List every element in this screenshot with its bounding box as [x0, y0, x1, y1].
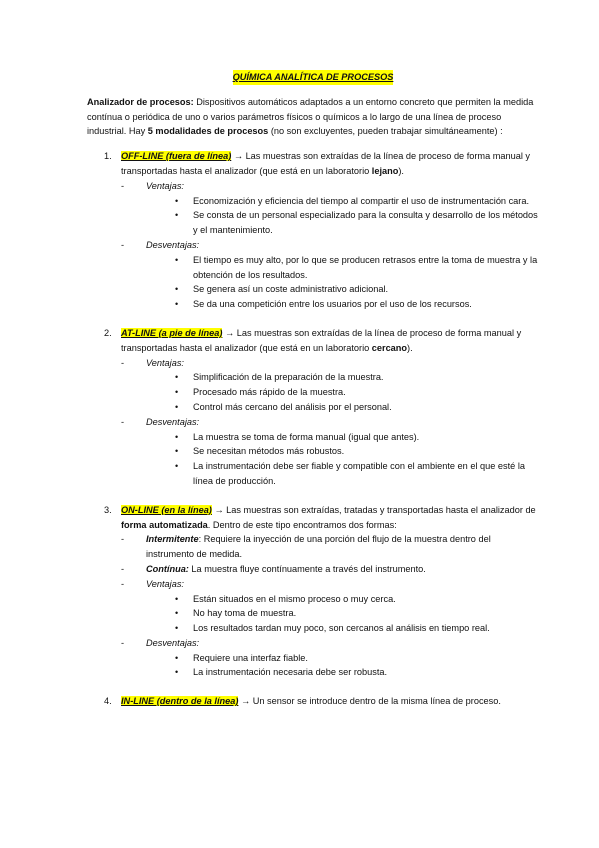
dash-marker: - [121, 357, 125, 368]
intermitente-text: : Requiere la inyección de una porción del flujo de la muestra dentro del instrumento de medida. [146, 534, 491, 560]
document-title: QUÍMICA ANALÍTICA DE PROCESOS [233, 70, 394, 85]
bullet-icon: • [175, 195, 179, 206]
bullet-icon: • [175, 667, 179, 678]
section-at-line [87, 326, 539, 489]
section-name-highlight: IN-LINE (dentro de la línea) [121, 696, 239, 707]
dash-marker: - [121, 563, 125, 574]
list-item: • Control más cercano del análisis por el personal. [193, 400, 539, 415]
desventajas-heading: - Desventajas: [121, 636, 539, 651]
bullet-icon: • [175, 652, 179, 663]
ventajas-heading: - Ventajas: [121, 356, 539, 371]
bullet-icon: • [175, 593, 179, 604]
desventajas-heading: - Desventajas: [121, 415, 539, 430]
dash-marker: - [121, 534, 125, 545]
section-text-2: ). [407, 342, 413, 353]
section-heading [121, 694, 539, 709]
section-name-highlight: OFF-LINE (fuera de línea) [121, 151, 232, 162]
intro-text-2: (no son excluyentes, pueden trabajar simultáneamente) : [268, 126, 503, 137]
arrow-icon: → [233, 151, 244, 162]
section-text-1: Un sensor se introduce dentro de la misma línea de proceso. [250, 696, 501, 707]
list-item: • Los resultados tardan muy poco, son cercanos al análisis en tiempo real. [193, 621, 539, 636]
bullet-icon: • [175, 210, 179, 221]
list-item: • El tiempo es muy alto, por lo que se producen retrasos entre la toma de muestra y la obtención de los resultados. [175, 254, 538, 280]
bullet-icon: • [175, 608, 179, 619]
bullet-icon: • [175, 401, 179, 412]
section-heading [121, 503, 539, 533]
section-number: 4. [104, 696, 112, 707]
intro-lead: Analizador de procesos: [87, 96, 194, 107]
title-wrap [87, 70, 539, 85]
ventajas-list [121, 194, 539, 238]
dash-marker: - [121, 239, 125, 250]
bullet-icon: • [175, 284, 179, 295]
intro-paragraph [87, 95, 539, 139]
desventajas-list [121, 430, 539, 489]
section-off-line [87, 149, 539, 312]
section-bold: forma automatizada [121, 519, 208, 530]
section-bold: cercano [371, 342, 408, 353]
list-item: • Se necesitan métodos más robustos. [193, 444, 539, 459]
section-heading [121, 149, 539, 179]
list-item: • Se consta de un personal especializado para la consulta y desarrollo de los métodos y el mantenimiento. [175, 210, 538, 236]
arrow-icon: → [224, 327, 235, 338]
section-text-2: ). [398, 165, 404, 176]
arrow-icon: → [214, 504, 224, 515]
bullet-icon: • [175, 431, 179, 442]
section-text-1: Las muestras son extraídas de la línea de proceso de forma manual y transportadas hasta el analizador (que está en un laboratorio [121, 327, 522, 353]
bullet-icon: • [175, 623, 179, 634]
dash-marker: - [121, 416, 125, 427]
section-in-line [87, 694, 539, 709]
section-text-1: Las muestras son extraídas, tratadas y transportadas hasta el analizador de [223, 504, 536, 515]
continua-label: Contínua: [146, 563, 189, 574]
intermitente-label: Intermitente [146, 534, 199, 545]
section-text-2: . Dentro de este tipo encontramos dos formas: [207, 519, 397, 530]
section-text-1: Las muestras son extraídas de la línea de proceso de forma manual y transportadas hasta el analizador (que está en un laboratorio [121, 151, 531, 176]
section-name-highlight: ON-LINE (en la línea) [121, 504, 212, 515]
section-on-line [87, 503, 539, 681]
list-item: • Están situados en el mismo proceso o muy cerca. [193, 592, 539, 607]
section-number: 2. [104, 327, 112, 338]
section-number: 3. [104, 504, 112, 515]
ventajas-list [121, 592, 539, 636]
section-name-highlight: AT-LINE (a pie de línea) [121, 327, 223, 338]
bullet-icon: • [175, 254, 179, 265]
list-item: • Requiere una interfaz fiable. [193, 651, 539, 666]
list-item: • La instrumentación debe ser fiable y compatible con el ambiente en el que esté la línea de producción. [175, 461, 525, 486]
continua-item [121, 562, 539, 577]
list-item: • La muestra se toma de forma manual (igual que antes). [193, 430, 539, 445]
list-item: • La instrumentación necesaria debe ser robusta. [193, 665, 539, 680]
section-number: 1. [104, 151, 112, 162]
ventajas-list [121, 370, 539, 414]
list-item: • Simplificación de la preparación de la muestra. [193, 370, 539, 385]
intro-bold: 5 modalidades de procesos [147, 126, 269, 137]
ventajas-heading: - Ventajas: [121, 577, 539, 592]
dash-marker: - [121, 578, 125, 589]
bullet-icon: • [175, 461, 179, 472]
desventajas-list [121, 651, 539, 681]
list-item: • No hay toma de muestra. [193, 606, 539, 621]
arrow-icon: → [240, 696, 251, 707]
list-item: • Se da una competición entre los usuarios por el uso de los recursos. [193, 297, 539, 312]
ventajas-heading: - Ventajas: [121, 179, 539, 194]
desventajas-heading: - Desventajas: [121, 238, 539, 253]
list-item: • Se genera así un coste administrativo adicional. [193, 282, 539, 297]
intro-text-1: Dispositivos automáticos adaptados a un entorno concreto que permiten la medida contínua o periódica de uno o varios parámetros físicos o químicos a lo largo de una línea de proceso industrial. Hay [87, 96, 534, 137]
section-bold: lejano [371, 165, 399, 176]
bullet-icon: • [175, 446, 179, 457]
intermitente-item [121, 532, 539, 562]
section-heading [121, 326, 539, 356]
desventajas-list [121, 253, 539, 312]
bullet-icon: • [175, 299, 179, 310]
list-item: • Economización y eficiencia del tiempo al compartir el uso de instrumentación cara. [193, 194, 539, 209]
bullet-icon: • [175, 387, 179, 398]
bullet-icon: • [175, 372, 179, 383]
dash-marker: - [121, 180, 125, 191]
continua-text: La muestra fluye contínuamente a través del instrumento. [188, 563, 426, 574]
dash-marker: - [121, 637, 125, 648]
list-item: • Procesado más rápido de la muestra. [193, 385, 539, 400]
